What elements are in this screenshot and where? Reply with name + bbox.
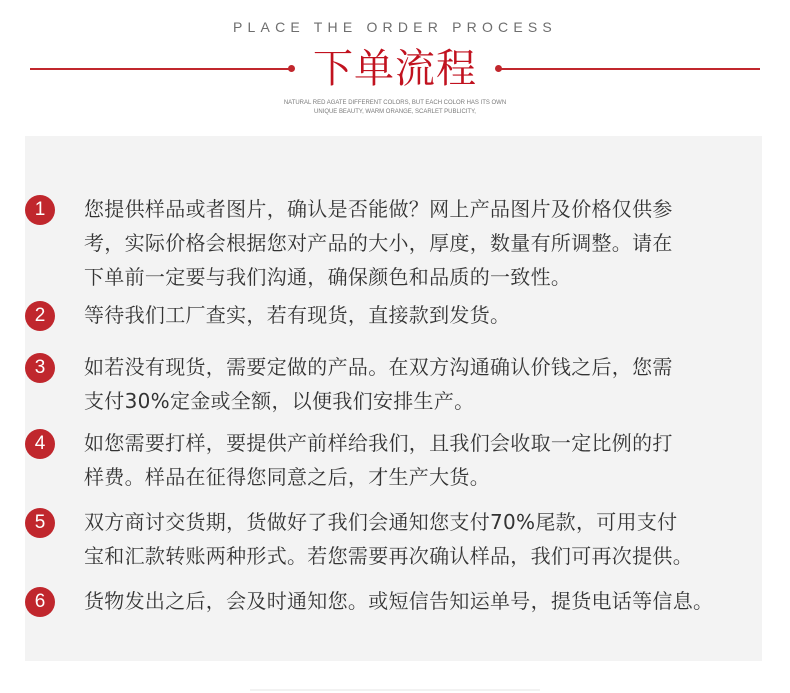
step-line: 下单前一定要与我们沟通，确保颜色和品质的一致性。 <box>84 265 572 289</box>
step-3 <box>25 350 744 418</box>
step-line: 货物发出之后，会及时通知您。或短信告知运单号，提货电话等信息。 <box>84 589 714 613</box>
next-section-edge <box>250 689 540 691</box>
step-description <box>84 584 744 618</box>
step-description <box>84 350 744 418</box>
eyebrow-heading: PLACE THE ORDER PROCESS <box>233 19 557 35</box>
step-4 <box>25 426 744 494</box>
step-line: 您提供样品或者图片，确认是否能做？网上产品图片及价格仅供参 <box>84 197 673 221</box>
step-number-badge: 2 <box>25 301 55 331</box>
step-description <box>84 505 744 573</box>
page-subtitle <box>32 98 759 116</box>
subtitle-line: NATURAL RED AGATE DIFFERENT COLORS, BUT EACH COLOR HAS ITS OWN <box>283 99 507 106</box>
step-description <box>84 426 744 494</box>
step-number-badge: 5 <box>25 508 55 538</box>
title-row <box>0 46 790 96</box>
divider-line-right <box>498 68 760 70</box>
step-1 <box>25 192 744 294</box>
step-line: 样费。样品在征得您同意之后，才生产大货。 <box>84 465 490 489</box>
step-number-badge: 6 <box>25 587 55 617</box>
step-line: 考，实际价格会根据您对产品的大小，厚度，数量有所调整。请在 <box>84 231 673 255</box>
step-number-badge: 3 <box>25 353 55 383</box>
step-line: 宝和汇款转账两种形式。若您需要再次确认样品，我们可再次提供。 <box>84 544 693 568</box>
step-description <box>84 192 744 294</box>
step-number-badge: 4 <box>25 429 55 459</box>
step-line: 如若没有现货，需要定做的产品。在双方沟通确认价钱之后，您需 <box>84 355 673 379</box>
step-line: 支付30%定金或全额，以便我们安排生产。 <box>84 389 475 413</box>
step-number-badge: 1 <box>25 195 55 225</box>
step-5 <box>25 505 744 573</box>
step-line: 如您需要打样，要提供产前样给我们，且我们会收取一定比例的打 <box>84 431 673 455</box>
step-6 <box>25 584 744 618</box>
step-line: 等待我们工厂查实，若有现货，直接款到发货。 <box>84 303 511 327</box>
step-description <box>84 298 744 332</box>
page-title: 下单流程 <box>313 46 477 92</box>
step-line: 双方商讨交货期，货做好了我们会通知您支付70%尾款，可用支付 <box>84 510 678 534</box>
subtitle-line: UNIQUE BEAUTY, WARM ORANGE, SCARLET PUBLICITY, <box>314 108 476 115</box>
step-2 <box>25 298 744 332</box>
